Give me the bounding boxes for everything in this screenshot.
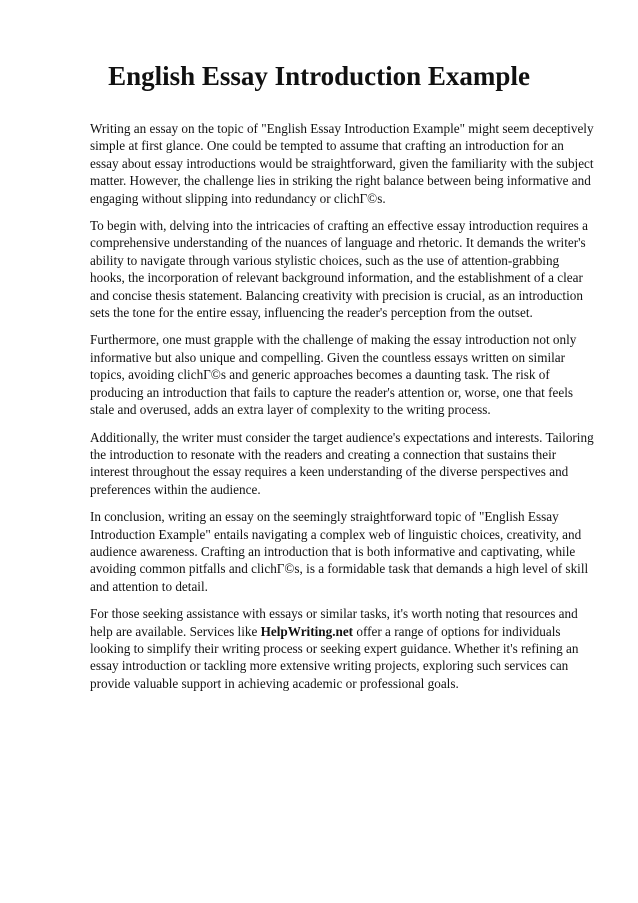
paragraph-4: Additionally, the writer must consider the target audience's expectations and interests. Tailoring the introduction to resonate with the readers and creating a connection that sustains their interest throughout the essay requires a keen understanding of the diverse perspectives and preferences within the audience. <box>90 429 594 497</box>
paragraph-3: Furthermore, one must grapple with the challenge of making the essay introduction not only informative but also unique and compelling. Given the countless essays written on similar topics, avoiding clichΓ©s and generic approaches becomes a daunting task. The risk of producing an introduction that fails to capture the reader's attention or, worse, one that feels stale and overused, adds an extra layer of complexity to the writing process. <box>90 332 577 418</box>
closing-text-end: offer a range of options for individuals looking to simplify their writing process or seeking expert guidance. Whether it's refining an essay introduction or tackling more extensive writing projects, exploring such services can provide valuable support in achieving academic or professional goals. <box>90 623 579 691</box>
service-name: HelpWriting.net <box>260 623 354 639</box>
document-body <box>90 120 595 702</box>
closing-text-start: For those seeking assistance with essays or similar tasks, it's worth noting that resources and help are available. Services like <box>90 606 578 639</box>
paragraph-1: Writing an essay on the topic of "English Essay Introduction Example" might seem deceptively simple at first glance. One could be tempted to assume that crafting an introduction for an essay about essay introductions would be straightforward, given the familiarity with the subject matter. However, the challenge lies in striking the right balance between being informative and engaging without slipping into redundancy or clichΓ©s. <box>90 121 594 206</box>
page-title: English Essay Introduction Example <box>108 61 530 91</box>
paragraph-6 <box>90 605 595 692</box>
paragraph-5: In conclusion, writing an essay on the seemingly straightforward topic of "English Essay Introduction Example" entails navigating a complex web of linguistic choices, creativity, and audience awareness. Crafting an introduction that is both informative and captivating, while avoiding common pitfalls and clichΓ©s, is a formidable task that demands a high level of skill and attention to detail. <box>90 509 589 594</box>
paragraph-2: To begin with, delving into the intricacies of crafting an effective essay introduction requires a comprehensive understanding of the nuances of language and rhetoric. It demands the writer's ability to navigate through various stylistic choices, such as the use of attention-grabbing hooks, the incorporation of relevant background information, and the establishment of a clear and concise thesis statement. Balancing creativity with precision is crucial, as an introduction sets the tone for the entire essay, influencing the reader's perception from the outset. <box>90 218 588 321</box>
